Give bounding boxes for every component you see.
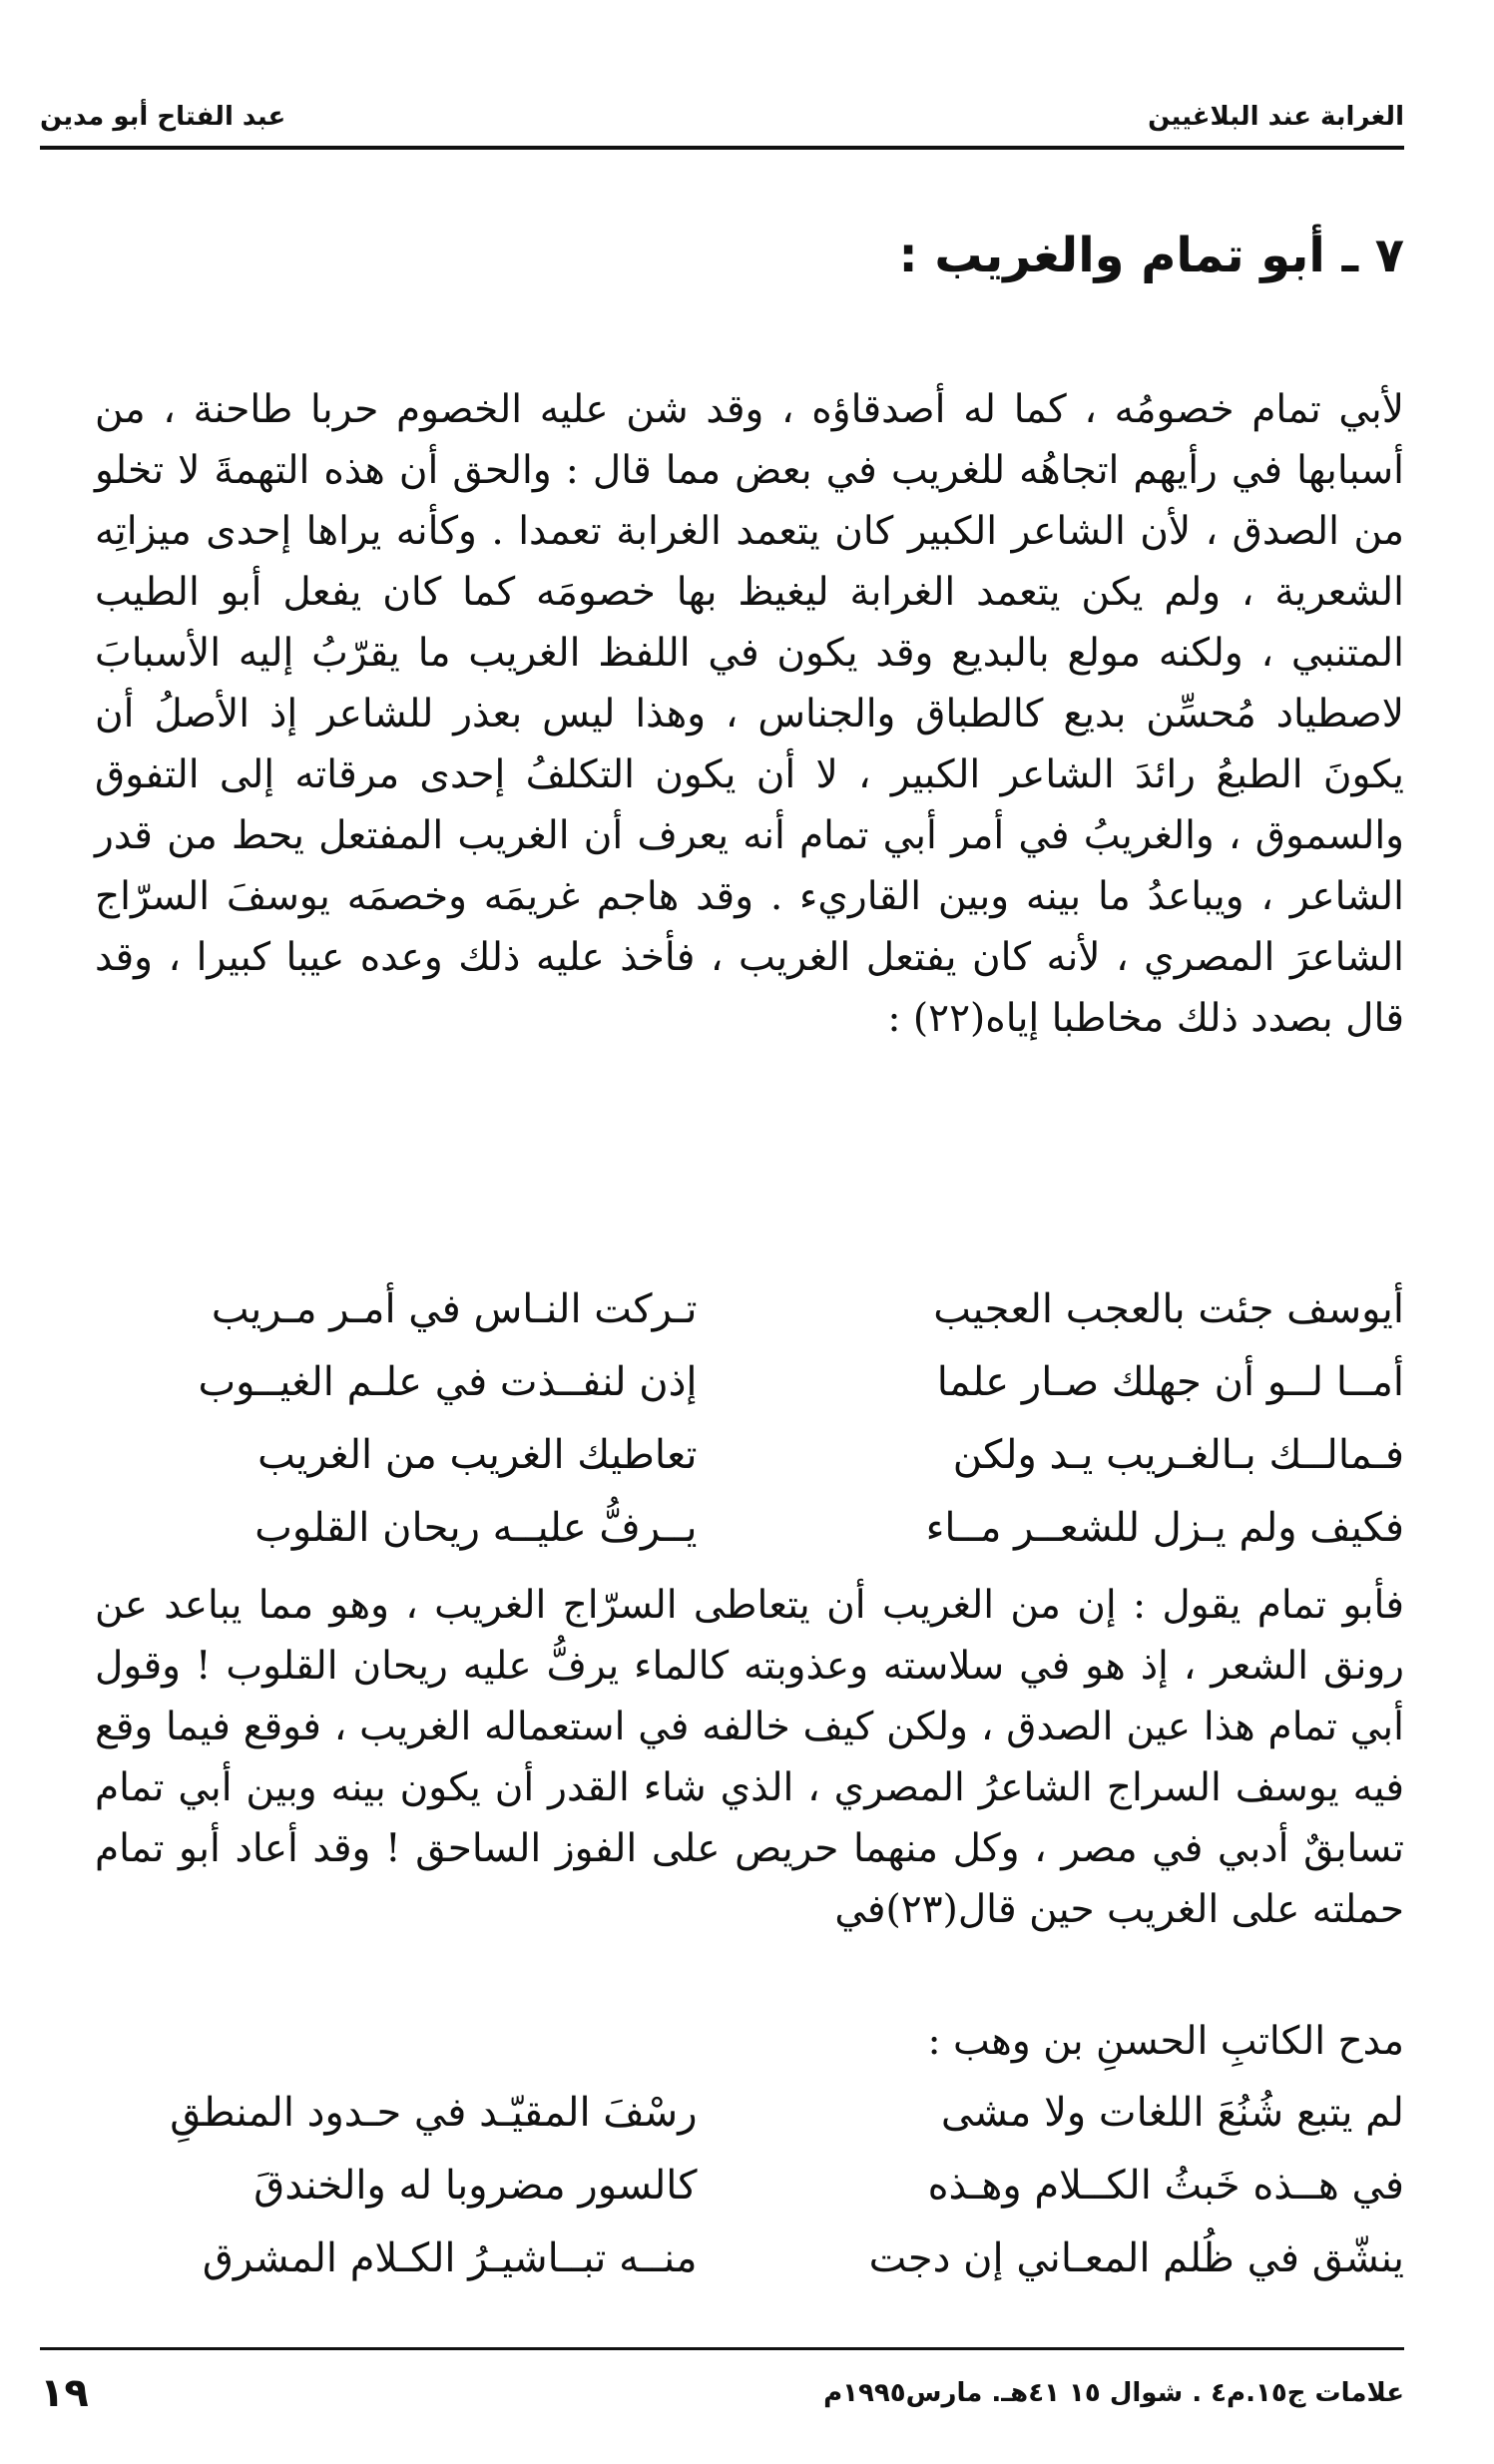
verse-second-hemistich: تـركت النـاس في أمـر مـريب [211,1285,698,1332]
verse-line [95,1272,1404,1345]
header-divider [40,146,1404,150]
verse-second-hemistich: تعاطيك الغريب من الغريب [257,1431,698,1478]
page-number: ١٩ [40,2370,89,2416]
verse-first-hemistich: ينشّق في ظُلم المعـاني إن دجت [868,2234,1404,2281]
paragraph-3: مدح الكاتبِ الحسنِ بن وهب : [927,2019,1404,2064]
verse-first-hemistich: فـمالــك بـالغـريب يـد ولكن [952,1431,1404,1478]
section-title: ٧ ـ أبو تمام والغريب : [898,228,1404,283]
verse-line [95,2076,1404,2149]
verse-line [95,1418,1404,1491]
paragraph-1: لأبي تمام خصومُه ، كما له أصدقاؤه ، وقد شن عليه الخصوم حربا طاحنة ، من أسبابها في رأيهم اتجاهُه للغريب في بعض مما قال : والحق أن هذه التهمةَ لا تخلو من الصدق ، لأن الشاعر الكبير كان يتعمد الغرابة تعمدا . وكأنه يراها إحدى ميزاتِه الشعرية ، ولم يكن يتعمد الغرابة ليغيظ بها خصومَه كما كان يفعل أبو الطيب المتنبي ، ولكنه مولع بالبديع وقد يكون في اللفظ الغريب ما يقرّبُ إليه الأسبابَ لاصطياد مُحسِّن بديع كالطباق والجناس ، وهذا ليس بعذر للشاعر إذ الأصلُ أن يكونَ الطبعُ رائدَ الشاعر الكبير ، لا أن يكون التكلفُ إحدى مرقاته إلى التفوق والسموق ، والغريبُ في أمر أبي تمام أنه يعرف أن الغريب المفتعل يحط من قدر الشاعر ، ويباعدُ ما بينه وبين القاريء . وقد هاجم غريمَه وخصمَه يوسفَ السرّاج الشاعرَ المصري ، لأنه كان يفتعل الغريب ، فأخذ عليه ذلك وعده عيبا كبيرا ، وقد قال بصدد ذلك مخاطبا إياه(٢٢) : [95,387,1405,1041]
verse-first-hemistich: فكيف ولم يـزل للشعــر مــاء [925,1504,1404,1551]
verse-line [95,1491,1404,1564]
poem-block-2 [95,2076,1404,2294]
header-author: عبد الفتاح أبو مدين [40,102,286,132]
verse-second-hemistich: كالسور مضروبا له والخندقَ [253,2162,698,2209]
verse-line [95,2149,1404,2221]
verse-second-hemistich: منــه تبــاشيـرُ الكـلام المشرق [202,2234,698,2281]
verse-second-hemistich: إذن لنفــذت في علـم الغيــوب [198,1358,698,1405]
running-footer [40,2363,1404,2423]
paragraph-2: فأبو تمام يقول : إن من الغريب أن يتعاطى السرّاج الغريب ، وهو مما يباعد عن رونق الشعر ، إذ هو في سلاسته وعذوبته كالماء يرفُّ عليه ريحان القلوب ! وقول أبي تمام هذا عين الصدق ، ولكن كيف خالفه في استعماله الغريب ، فوقع فيما وقع فيه يوسف السراج الشاعرُ المصري ، الذي شاء القدر أن يكون بينه وبين أبي تمام تسابقٌ أدبي في مصر ، وكل منهما حريص على الفوز الساحق ! وقد أعاد أبو تمام حملته على الغريب حين قال(٢٣)في [95,1583,1404,1932]
verse-second-hemistich: يــرفُّ عليــه ريحان القلوب [254,1504,698,1551]
verse-first-hemistich: لم يتبع شُنُعَ اللغات ولا مشى [940,2089,1404,2136]
verse-line [95,1345,1404,1418]
running-header [40,92,1404,142]
header-book-title: الغرابة عند البلاغيين [1148,102,1404,132]
verse-first-hemistich: في هــذه خَبثُ الكــلام وهـذه [927,2162,1404,2209]
footer-divider [40,2347,1404,2350]
verse-line [95,2221,1404,2294]
verse-first-hemistich: أمــا لــو أن جهلك صـار علما [936,1358,1404,1405]
footer-journal-info: علامات ج١٥.م٤ . شوال ١٥ ٤١هـ. مارس١٩٩٥م [823,2378,1404,2408]
verse-first-hemistich: أيوسف جئت بالعجب العجيب [933,1285,1404,1332]
poem-block-1 [95,1272,1404,1564]
verse-second-hemistich: رسْفَ المقيّـد في حـدود المنطقِ [170,2089,698,2136]
